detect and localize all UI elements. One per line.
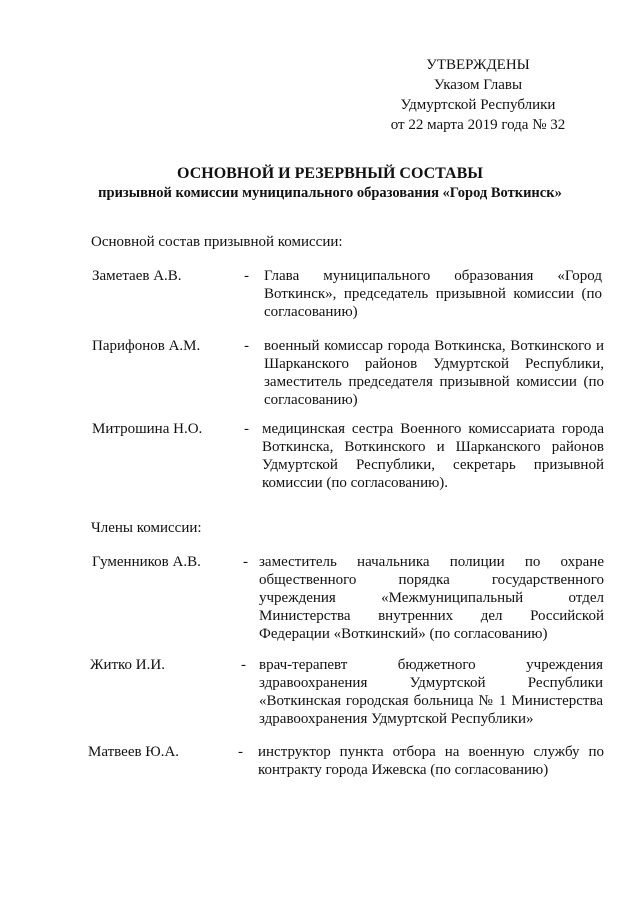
member-dash: -: [243, 554, 248, 570]
title-sub: призывной комиссии муниципального образования «Город Воткинск»: [98, 185, 562, 201]
commission-members-heading: Члены комиссии:: [91, 520, 202, 536]
member-name: Гуменников А.В.: [92, 554, 201, 570]
member-name: Матвеев Ю.А.: [88, 744, 180, 760]
member-name: Парифонов А.М.: [92, 338, 201, 354]
member-dash: -: [244, 421, 249, 437]
member-name: Митрошина Н.О.: [92, 421, 203, 437]
document-title: [60, 164, 600, 202]
member-dash: -: [244, 338, 249, 354]
member-role: медицинская сестра Военного комиссариата города Воткинска, Воткинского и Шарканского районов Удмуртской Республики, секретарь призывной комиссии (по согласованию).: [262, 421, 604, 491]
approval-line: Удмуртской Республики: [400, 97, 556, 113]
member-role: врач-терапевт бюджетного учреждения здравоохранения Удмуртской Республики «Воткинская городская больница № 1 Министерства здравоохранения Удмуртской Республики»: [259, 657, 603, 727]
member-dash: -: [238, 744, 243, 760]
member-role: Глава муниципального образования «Город Воткинск», председатель призывной комиссии (по согласованию): [264, 268, 602, 320]
member-dash: -: [241, 657, 246, 673]
approval-line: Указом Главы: [433, 77, 523, 93]
approval-line: от 22 марта 2019 года № 32: [390, 117, 566, 133]
member-name: Заметаев А.В.: [92, 268, 182, 284]
approval-stamp: [378, 55, 578, 135]
member-role: заместитель начальника полиции по охране общественного порядка государственного учреждения «Межмуниципальный отдел Министерства внутренних дел Российской Федерации «Воткинский» (по согласованию): [259, 554, 604, 642]
member-name: Житко И.И.: [90, 657, 165, 673]
member-role: военный комиссар города Воткинска, Воткинского и Шарканского районов Удмуртской Республики, заместитель председателя призывной комиссии (по согласованию): [264, 338, 604, 408]
title-main: ОСНОВНОЙ И РЕЗЕРВНЫЙ СОСТАВЫ: [177, 165, 483, 182]
member-role: инструктор пункта отбора на военную службу по контракту города Ижевска (по согласованию): [258, 744, 604, 778]
member-dash: -: [244, 268, 249, 284]
approval-line: УТВЕРЖДЕНЫ: [426, 57, 530, 73]
main-composition-heading: Основной состав призывной комиссии:: [91, 234, 343, 250]
